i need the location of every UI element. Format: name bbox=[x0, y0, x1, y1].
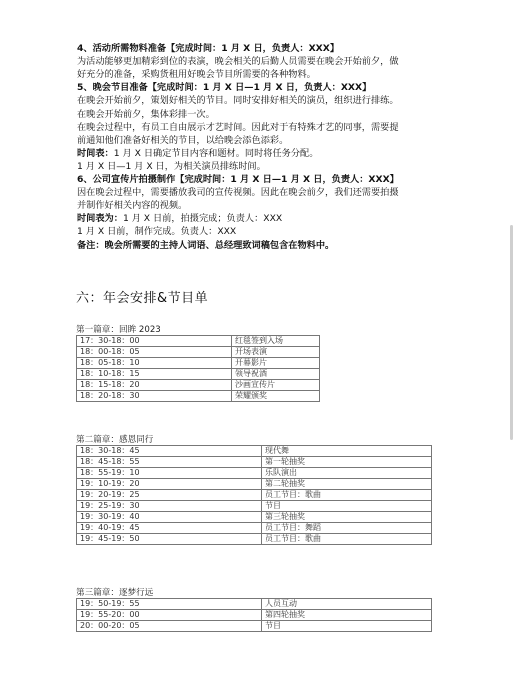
bold-label: 时间表为： bbox=[77, 213, 123, 225]
text-line: 时间表：1 月 X 日确定节目内容和题材。同时将任务分配。 bbox=[77, 147, 319, 159]
time-cell: 18：15-18：20 bbox=[77, 380, 232, 391]
program-cell: 领导祝酒 bbox=[232, 369, 320, 380]
text-line: 备注：晚会所需要的主持人词语、总经理致词稿包含在物料中。 bbox=[77, 239, 335, 251]
program-cell: 第四轮抽奖 bbox=[262, 610, 432, 621]
section-title: 六：年会安排&节目单 bbox=[76, 291, 209, 306]
program-cell: 沙画宣传片 bbox=[232, 380, 320, 391]
time-cell: 20：00-20：05 bbox=[77, 621, 262, 632]
text-line: 5、晚会节目准备【完成时间：1 月 X 日—1 月 X 日，负责人：XXX】 bbox=[77, 82, 372, 94]
program-cell: 第三轮抽奖 bbox=[262, 512, 432, 523]
time-cell: 19：45-19：50 bbox=[77, 534, 262, 545]
scrollbar[interactable] bbox=[510, 225, 513, 440]
table-row bbox=[77, 391, 320, 402]
program-cell: 荣耀颁奖 bbox=[232, 391, 320, 402]
program-cell: 员工节目：歌曲 bbox=[262, 534, 432, 545]
text-line: 在晚会开始前夕，策划好相关的节目。同时安排好相关的演员，组织进行排练。 bbox=[77, 95, 399, 107]
program-cell: 现代舞 bbox=[262, 446, 432, 457]
program-cell: 员工节目：歌曲 bbox=[262, 490, 432, 501]
text-line: 为活动能够更加精彩到位的表演，晚会相关的后勤人员需要在晚会开始前夕，做 bbox=[77, 56, 399, 68]
time-cell: 18：10-18：15 bbox=[77, 369, 232, 380]
text-line: 1 月 X 日—1 月 X 日，为相关演员排练时间。 bbox=[77, 160, 266, 172]
text-line: 时间表为：1 月 X 日前，拍摄完成；负责人：XXX bbox=[77, 213, 283, 225]
time-cell: 18：30-18：45 bbox=[77, 446, 262, 457]
program-cell: 红毯签到入场 bbox=[232, 336, 320, 347]
program-cell: 员工节目：舞蹈 bbox=[262, 523, 432, 534]
time-cell: 19：50-19：55 bbox=[77, 599, 262, 610]
table-row bbox=[77, 599, 432, 610]
chapter-title: 第三篇章：逐梦行远 bbox=[76, 588, 154, 598]
time-cell: 19：30-19：40 bbox=[77, 512, 262, 523]
text-line: 并制作好相关内容的视频。 bbox=[77, 200, 188, 212]
time-cell: 19：55-20：00 bbox=[77, 610, 262, 621]
table-row bbox=[77, 512, 432, 523]
program-cell: 人员互动 bbox=[262, 599, 432, 610]
table-row bbox=[77, 490, 432, 501]
table-row bbox=[77, 347, 320, 358]
text-line: 因在晚会过程中，需要播放我司的宣传视频。因此在晚会前夕，我们还需要拍摄 bbox=[77, 187, 399, 199]
schedule-table bbox=[76, 445, 432, 545]
program-cell: 节目 bbox=[262, 501, 432, 512]
program-cell: 乐队演出 bbox=[262, 468, 432, 479]
table-row bbox=[77, 534, 432, 545]
table-row bbox=[77, 336, 320, 347]
schedule-table bbox=[76, 335, 320, 402]
program-cell: 开场表演 bbox=[232, 347, 320, 358]
program-cell: 节目 bbox=[262, 621, 432, 632]
chapter-title: 第二篇章：感恩同行 bbox=[76, 435, 154, 445]
text-line: 1 月 X 日前，制作完成。负责人：XXX bbox=[77, 226, 237, 238]
table-row bbox=[77, 468, 432, 479]
time-cell: 19：25-19：30 bbox=[77, 501, 262, 512]
time-cell: 17：30-18：00 bbox=[77, 336, 232, 347]
table-row bbox=[77, 621, 432, 632]
time-cell: 18：20-18：30 bbox=[77, 391, 232, 402]
table-row bbox=[77, 501, 432, 512]
table-row bbox=[77, 380, 320, 391]
time-cell: 19：40-19：45 bbox=[77, 523, 262, 534]
bold-label: 时间表： bbox=[77, 147, 114, 159]
program-cell: 第一轮抽奖 bbox=[262, 457, 432, 468]
time-cell: 18：55-19：10 bbox=[77, 468, 262, 479]
table-row bbox=[77, 369, 320, 380]
text-line: 在晚会开始前夕，集体彩排一次。 bbox=[77, 108, 215, 120]
time-cell: 18：45-18：55 bbox=[77, 457, 262, 468]
table-row bbox=[77, 479, 432, 490]
table-row bbox=[77, 457, 432, 468]
time-cell: 19：20-19：25 bbox=[77, 490, 262, 501]
program-cell: 第二轮抽奖 bbox=[262, 479, 432, 490]
chapter-title: 第一篇章：回眸 2023 bbox=[76, 325, 161, 335]
text-line: 前通知他们准备好相关的节目，以给晚会添色添彩。 bbox=[77, 134, 289, 146]
time-cell: 18：05-18：10 bbox=[77, 358, 232, 369]
table-row bbox=[77, 358, 320, 369]
text-line: 在晚会过程中，有员工自由展示才艺时间。因此对于有特殊才艺的同事，需要提 bbox=[77, 121, 399, 133]
text-line: 好充分的准备，采购货租用好晚会节目所需要的各种物料。 bbox=[77, 69, 316, 81]
text-line: 6、公司宣传片拍摄制作【完成时间：1 月 X 日—1 月 X 日，负责人：XXX】 bbox=[77, 174, 399, 185]
schedule-table bbox=[76, 598, 432, 632]
time-cell: 18：00-18：05 bbox=[77, 347, 232, 358]
text-line: 4、活动所需物料准备【完成时间：1 月 X 日，负责人：XXX】 bbox=[77, 43, 340, 54]
table-row bbox=[77, 523, 432, 534]
time-cell: 19：10-19：20 bbox=[77, 479, 262, 490]
table-row bbox=[77, 446, 432, 457]
table-row bbox=[77, 610, 432, 621]
program-cell: 开幕影片 bbox=[232, 358, 320, 369]
